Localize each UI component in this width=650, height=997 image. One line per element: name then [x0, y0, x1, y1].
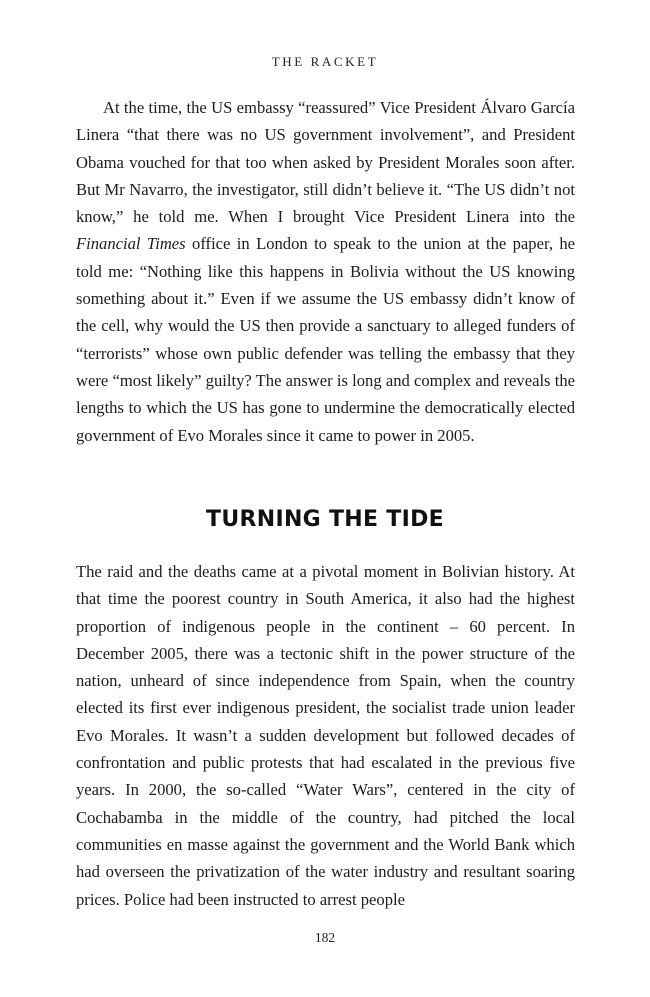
body-paragraph-1 [76, 94, 575, 449]
section-heading: TURNING THE TIDE [206, 507, 444, 532]
paragraph-2-text: The raid and the deaths came at a pivotal moment in Bolivian history. At that time the poorest country in South America, it also had the highest proportion of indigenous people in the continent – 60 percent. In December 2005, there was a tectonic shift in the power structure of the nation, unheard of since independence from Spain, when the country elected its first ever indigenous president, the socialist trade union leader Evo Morales. It wasn’t a sudden development but followed decades of confrontation and public protests that had escalated in the previous five years. In 2000, the so-called “Water Wars”, centered in the city of Cochabamba in the middle of the country, had pitched the local communities en masse against the government and the World Bank which had overseen the privatization of the water industry and resultant soaring prices. Police had been instructed to arrest people [76, 562, 575, 909]
running-head: THE RACKET [271, 54, 379, 69]
italic-publication-title: Financial Times [76, 234, 186, 254]
paragraph-1-text-end: office in London to speak to the union at the paper, he told me: “Nothing like this happens in Bolivia without the US knowing something about it.” Even if we assume the US embassy didn’t know of the cell, why would the US then provide a sanctuary to alleged funders of “terrorists” whose own public defender was telling the embassy that they were “most likely” guilty? The answer is long and complex and reveals the lengths to which the US has gone to undermine the democratically elected government of Evo Morales since it came to power in 2005. [76, 234, 576, 445]
paragraph-1-text-start: At the time, the US embassy “reassured” Vice President Álvaro García Linera “that there was no US government involvement”, and President Obama vouched for that too when asked by President Morales soon after. But Mr Navarro, the investigator, still didn’t believe it. “The US didn’t not know,” he told me. When I brought Vice President Linera into the [76, 98, 575, 227]
page-number: 182 [314, 930, 336, 945]
body-paragraph-2 [76, 558, 575, 913]
